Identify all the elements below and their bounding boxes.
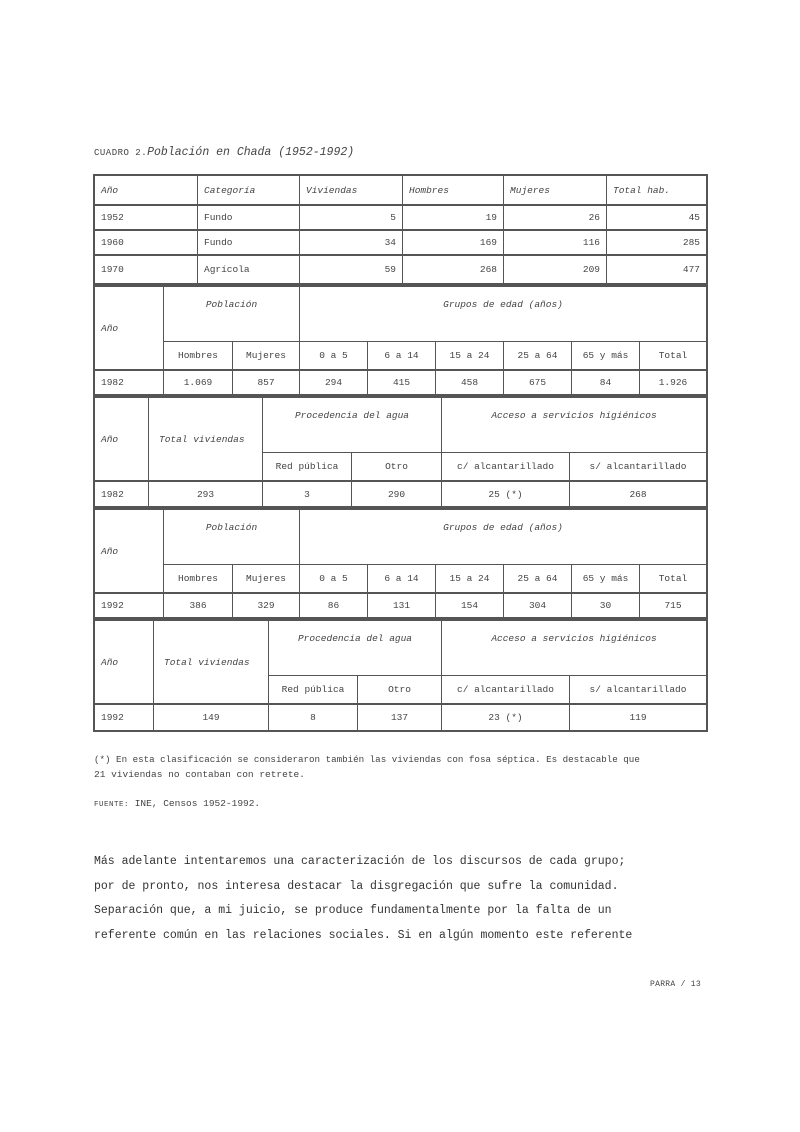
table-cell: 285 [682,237,700,248]
subheader-cell: c/ alcantarillado [441,452,569,480]
table-cell: 1992 [101,600,124,611]
table-cell: 119 [569,705,706,730]
population-1982-table [93,285,708,396]
subheader-cell: Otro [357,675,441,703]
table-cell: Agrícola [198,256,300,283]
table-row [95,256,706,283]
table-cell: 715 [639,594,706,617]
paragraph-line: por de pronto, nos interesa destacar la disgregación que sufre la comunidad. [94,879,619,893]
paragraph-line: Más adelante intentaremos una caracterización de los discursos de cada grupo; [94,855,626,868]
table-cell: 1970 [95,256,198,283]
table-cell: 86 [299,594,367,617]
table-cell: 1992 [101,712,124,723]
group-header-agua: Procedencia del agua [262,398,441,452]
table-cell: 294 [299,371,367,394]
table-cell: 386 [163,594,232,617]
header-cell: Hombres [403,176,504,204]
subheader-cell: c/ alcantarillado [441,675,569,703]
table-cell: 25 (*) [441,482,569,506]
table-cell: 116 [504,231,607,254]
table-cell: 458 [435,371,503,394]
subheader-cell: 25 a 64 [503,341,571,369]
table-cell: 415 [367,371,435,394]
table-cell: 1952 [95,206,198,229]
group-header-edad: Grupos de edad (años) [299,510,706,564]
subheader-cell: Total [639,341,706,369]
table-source [94,798,260,809]
table-cell: 1960 [95,231,198,254]
table-cell: 293 [148,482,262,506]
footnote-line: (*) En esta clasificación se consideraron también las viviendas con fosa séptica. Es destacable que [94,754,640,765]
subheader-cell: 25 a 64 [503,564,571,592]
subheader-cell: Red pública [262,452,351,480]
paragraph-line: referente común en las relaciones sociales. Si en algún momento este referente [94,928,633,942]
caption-prefix: CUADRO 2. [94,148,148,158]
subheader-cell: Hombres [163,564,232,592]
subheader-cell: 6 a 14 [367,341,435,369]
table-cell: 84 [571,371,639,394]
header-cell: Viviendas [300,176,403,204]
year-header: Año [101,322,119,334]
table-cell: 329 [232,594,299,617]
table-cell: 169 [403,231,504,254]
table-cell: 30 [571,594,639,617]
subheader-cell: 0 a 5 [299,564,367,592]
subheader-cell: Hombres [163,341,232,369]
total-viviendas-header: Total viviendas [153,621,268,703]
caption-title: Población en Chada (1952-1992) [147,146,355,159]
paragraph-line: Separación que, a mi juicio, se produce fundamentalmente por la falta de un [94,904,612,917]
table-cell: 1.069 [163,371,232,394]
source-prefix: FUENTE: [94,801,130,809]
group-header-higiene: Acceso a servicios higiénicos [441,621,706,675]
table-cell: 34 [300,231,403,254]
group-header-edad: Grupos de edad (años) [299,287,706,341]
table-cell: 268 [569,482,706,506]
table-cell: 131 [367,594,435,617]
header-cell: Categoría [198,176,300,204]
housing-1992-table [93,619,708,732]
year-header: Año [101,545,119,557]
group-header-higiene: Acceso a servicios higiénicos [441,398,706,452]
table-footnote [94,752,710,782]
table-header-row [95,176,706,206]
housing-1982-table [93,396,708,508]
table-cell: 149 [153,705,268,730]
footnote-line: 21 viviendas no contaban con retrete. [94,769,305,780]
table-cell: 477 [682,264,700,275]
table-1952-1970 [93,174,708,285]
table-cell: 1982 [101,377,124,388]
table-cell: 8 [268,705,357,730]
table-cell: Fundo [198,231,300,254]
table-cell: 137 [357,705,441,730]
subheader-cell: 65 y más [571,341,639,369]
subheader-cell: 6 a 14 [367,564,435,592]
subheader-cell: Red pública [268,675,357,703]
table-caption [94,146,354,159]
header-cell: Total hab. [613,184,671,196]
subheader-cell: 0 a 5 [299,341,367,369]
table-cell: 23 (*) [441,705,569,730]
subheader-cell: s/ alcantarillado [569,452,706,480]
subheader-cell: Otro [351,452,441,480]
subheader-cell: Total [639,564,706,592]
table-cell: 19 [403,206,504,229]
table-cell: 5 [300,206,403,229]
header-cell: Año [95,176,198,204]
table-cell: 1.926 [639,371,706,394]
header-cell: Mujeres [504,176,607,204]
subheader-cell: Mujeres [232,341,299,369]
population-1992-table [93,508,708,619]
page-footer: PARRA / 13 [650,980,702,989]
table-cell: 857 [232,371,299,394]
year-header: Año [101,656,119,668]
table-cell: 290 [351,482,441,506]
table-cell: 1982 [101,488,124,500]
table-row [95,206,706,231]
group-header-agua: Procedencia del agua [268,621,441,675]
body-paragraph [94,850,714,948]
table-cell: 154 [435,594,503,617]
table-cell: 45 [688,212,700,223]
subheader-cell: 65 y más [571,564,639,592]
subheader-cell: 15 a 24 [435,564,503,592]
source-text: INE, Censos 1952-1992. [129,798,261,809]
table-cell: 304 [503,594,571,617]
subheader-cell: Mujeres [232,564,299,592]
total-viviendas-header: Total viviendas [148,398,262,480]
subheader-cell: s/ alcantarillado [569,675,706,703]
group-header-poblacion: Población [163,510,299,564]
table-cell: 26 [504,206,607,229]
table-cell: Fundo [198,206,300,229]
subheader-cell: 15 a 24 [435,341,503,369]
table-row [95,231,706,256]
year-header: Año [101,433,119,445]
table-cell: 3 [262,482,351,506]
group-header-poblacion: Población [163,287,299,341]
table-cell: 675 [503,371,571,394]
table-cell: 268 [403,256,504,283]
table-cell: 59 [300,256,403,283]
table-cell: 209 [504,256,607,283]
